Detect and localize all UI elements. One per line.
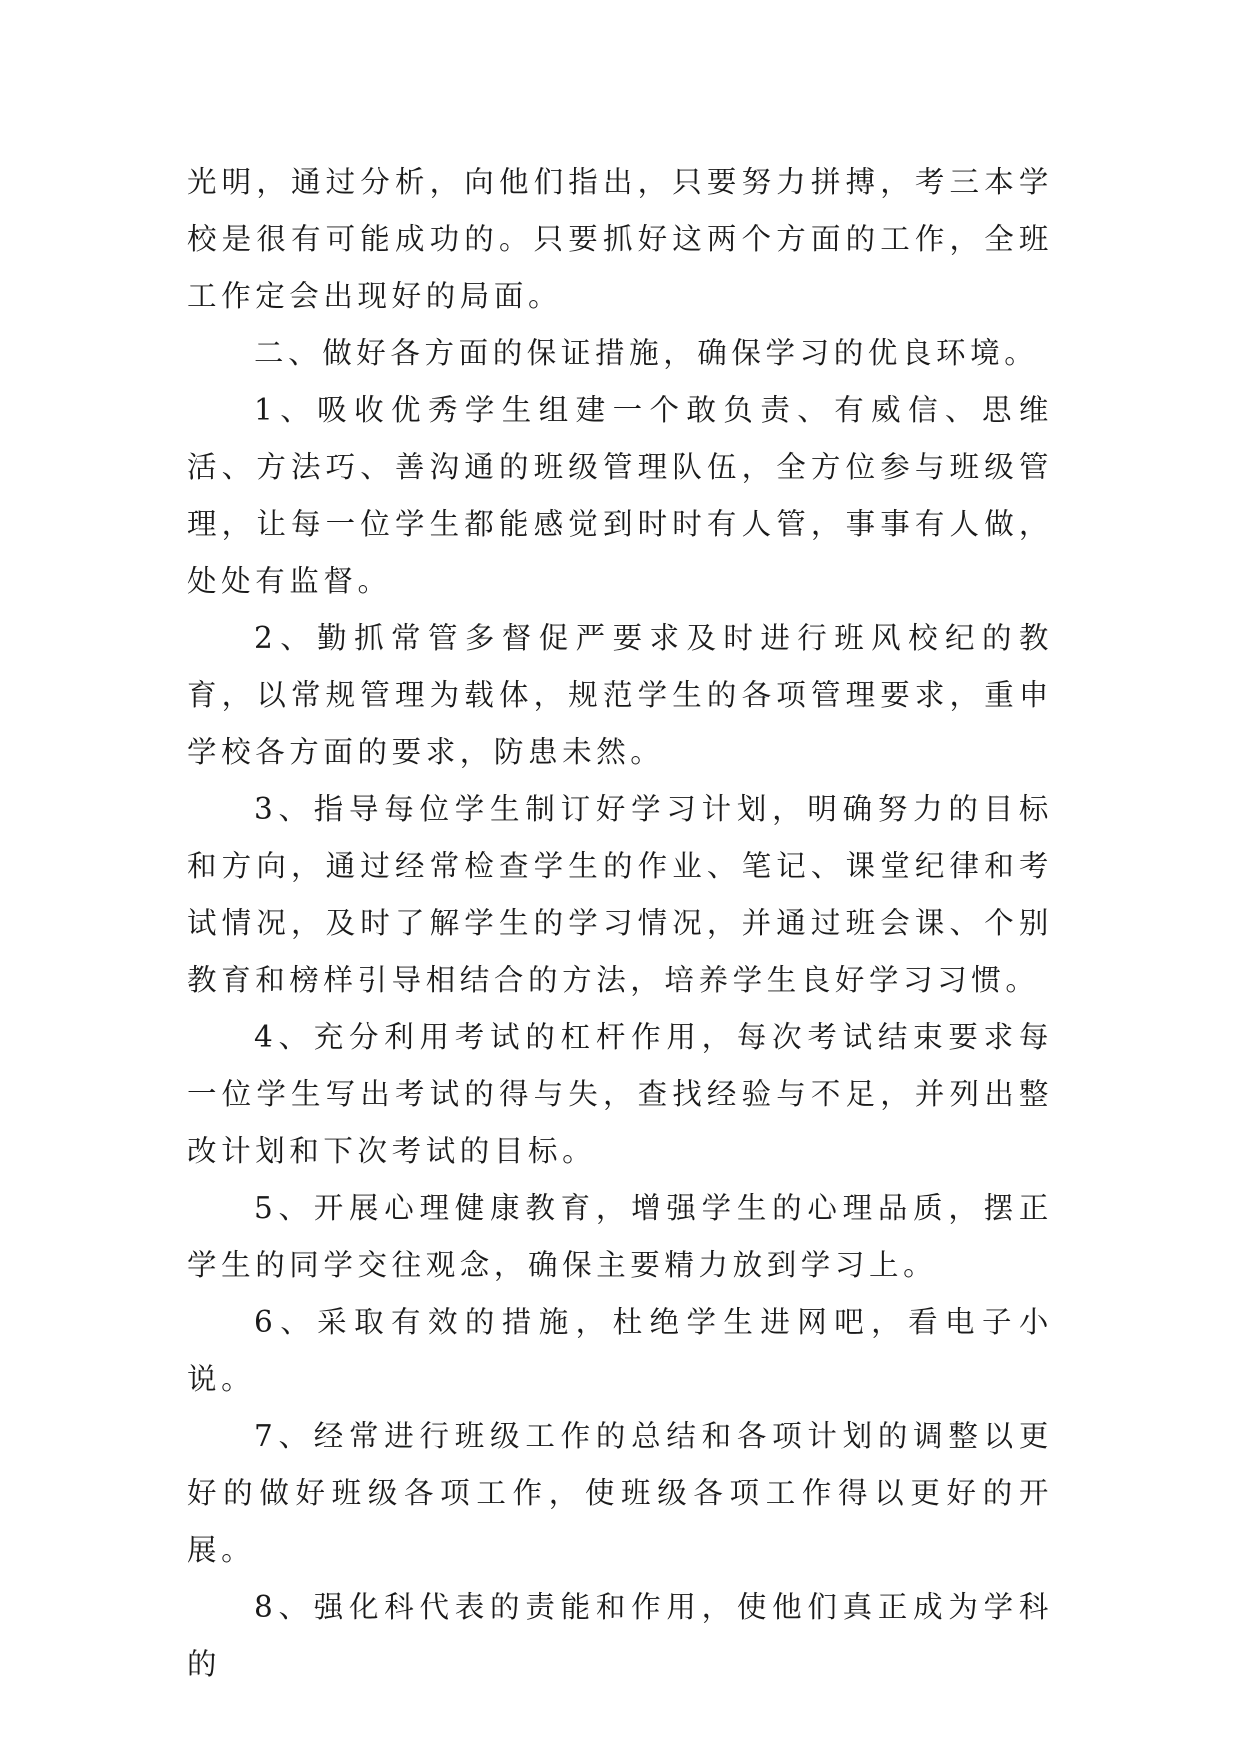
list-item: 6、采取有效的措施，杜绝学生进网吧，看电子小说。: [187, 1305, 1053, 1396]
list-item: 5、开展心理健康教育，增强学生的心理品质，摆正学生的同学交往观念，确保主要精力放到学习上。: [187, 1191, 1053, 1282]
list-item: 7、经常进行班级工作的总结和各项计划的调整以更好的做好班级各项工作，使班级各项工作得以更好的开展。: [187, 1419, 1053, 1567]
document-body: [187, 154, 1053, 1693]
list-item: 4、充分利用考试的杠杆作用，每次考试结束要求每一位学生写出考试的得与失，查找经验与不足，并列出整改计划和下次考试的目标。: [187, 1020, 1053, 1168]
list-item: 1、吸收优秀学生组建一个敢负责、有威信、思维活、方法巧、善沟通的班级管理队伍，全方位参与班级管理，让每一位学生都能感觉到时时有人管，事事有人做，处处有监督。: [187, 393, 1053, 598]
list-item: 2、勤抓常管多督促严要求及时进行班风校纪的教育，以常规管理为载体，规范学生的各项管理要求，重申学校各方面的要求，防患未然。: [187, 621, 1053, 769]
list-item: 3、指导每位学生制订好学习计划，明确努力的目标和方向，通过经常检查学生的作业、笔记、课堂纪律和考试情况，及时了解学生的学习情况，并通过班会课、个别教育和榜样引导相结合的方法，培养学生良好学习习惯。: [187, 792, 1053, 997]
list-item: 8、强化科代表的责能和作用，使他们真正成为学科的: [187, 1590, 1053, 1681]
paragraph-continuation: 光明，通过分析，向他们指出，只要努力拼搏，考三本学校是很有可能成功的。只要抓好这两个方面的工作，全班工作定会出现好的局面。: [187, 165, 1053, 313]
section-heading: 二、做好各方面的保证措施，确保学习的优良环境。: [254, 336, 1039, 370]
